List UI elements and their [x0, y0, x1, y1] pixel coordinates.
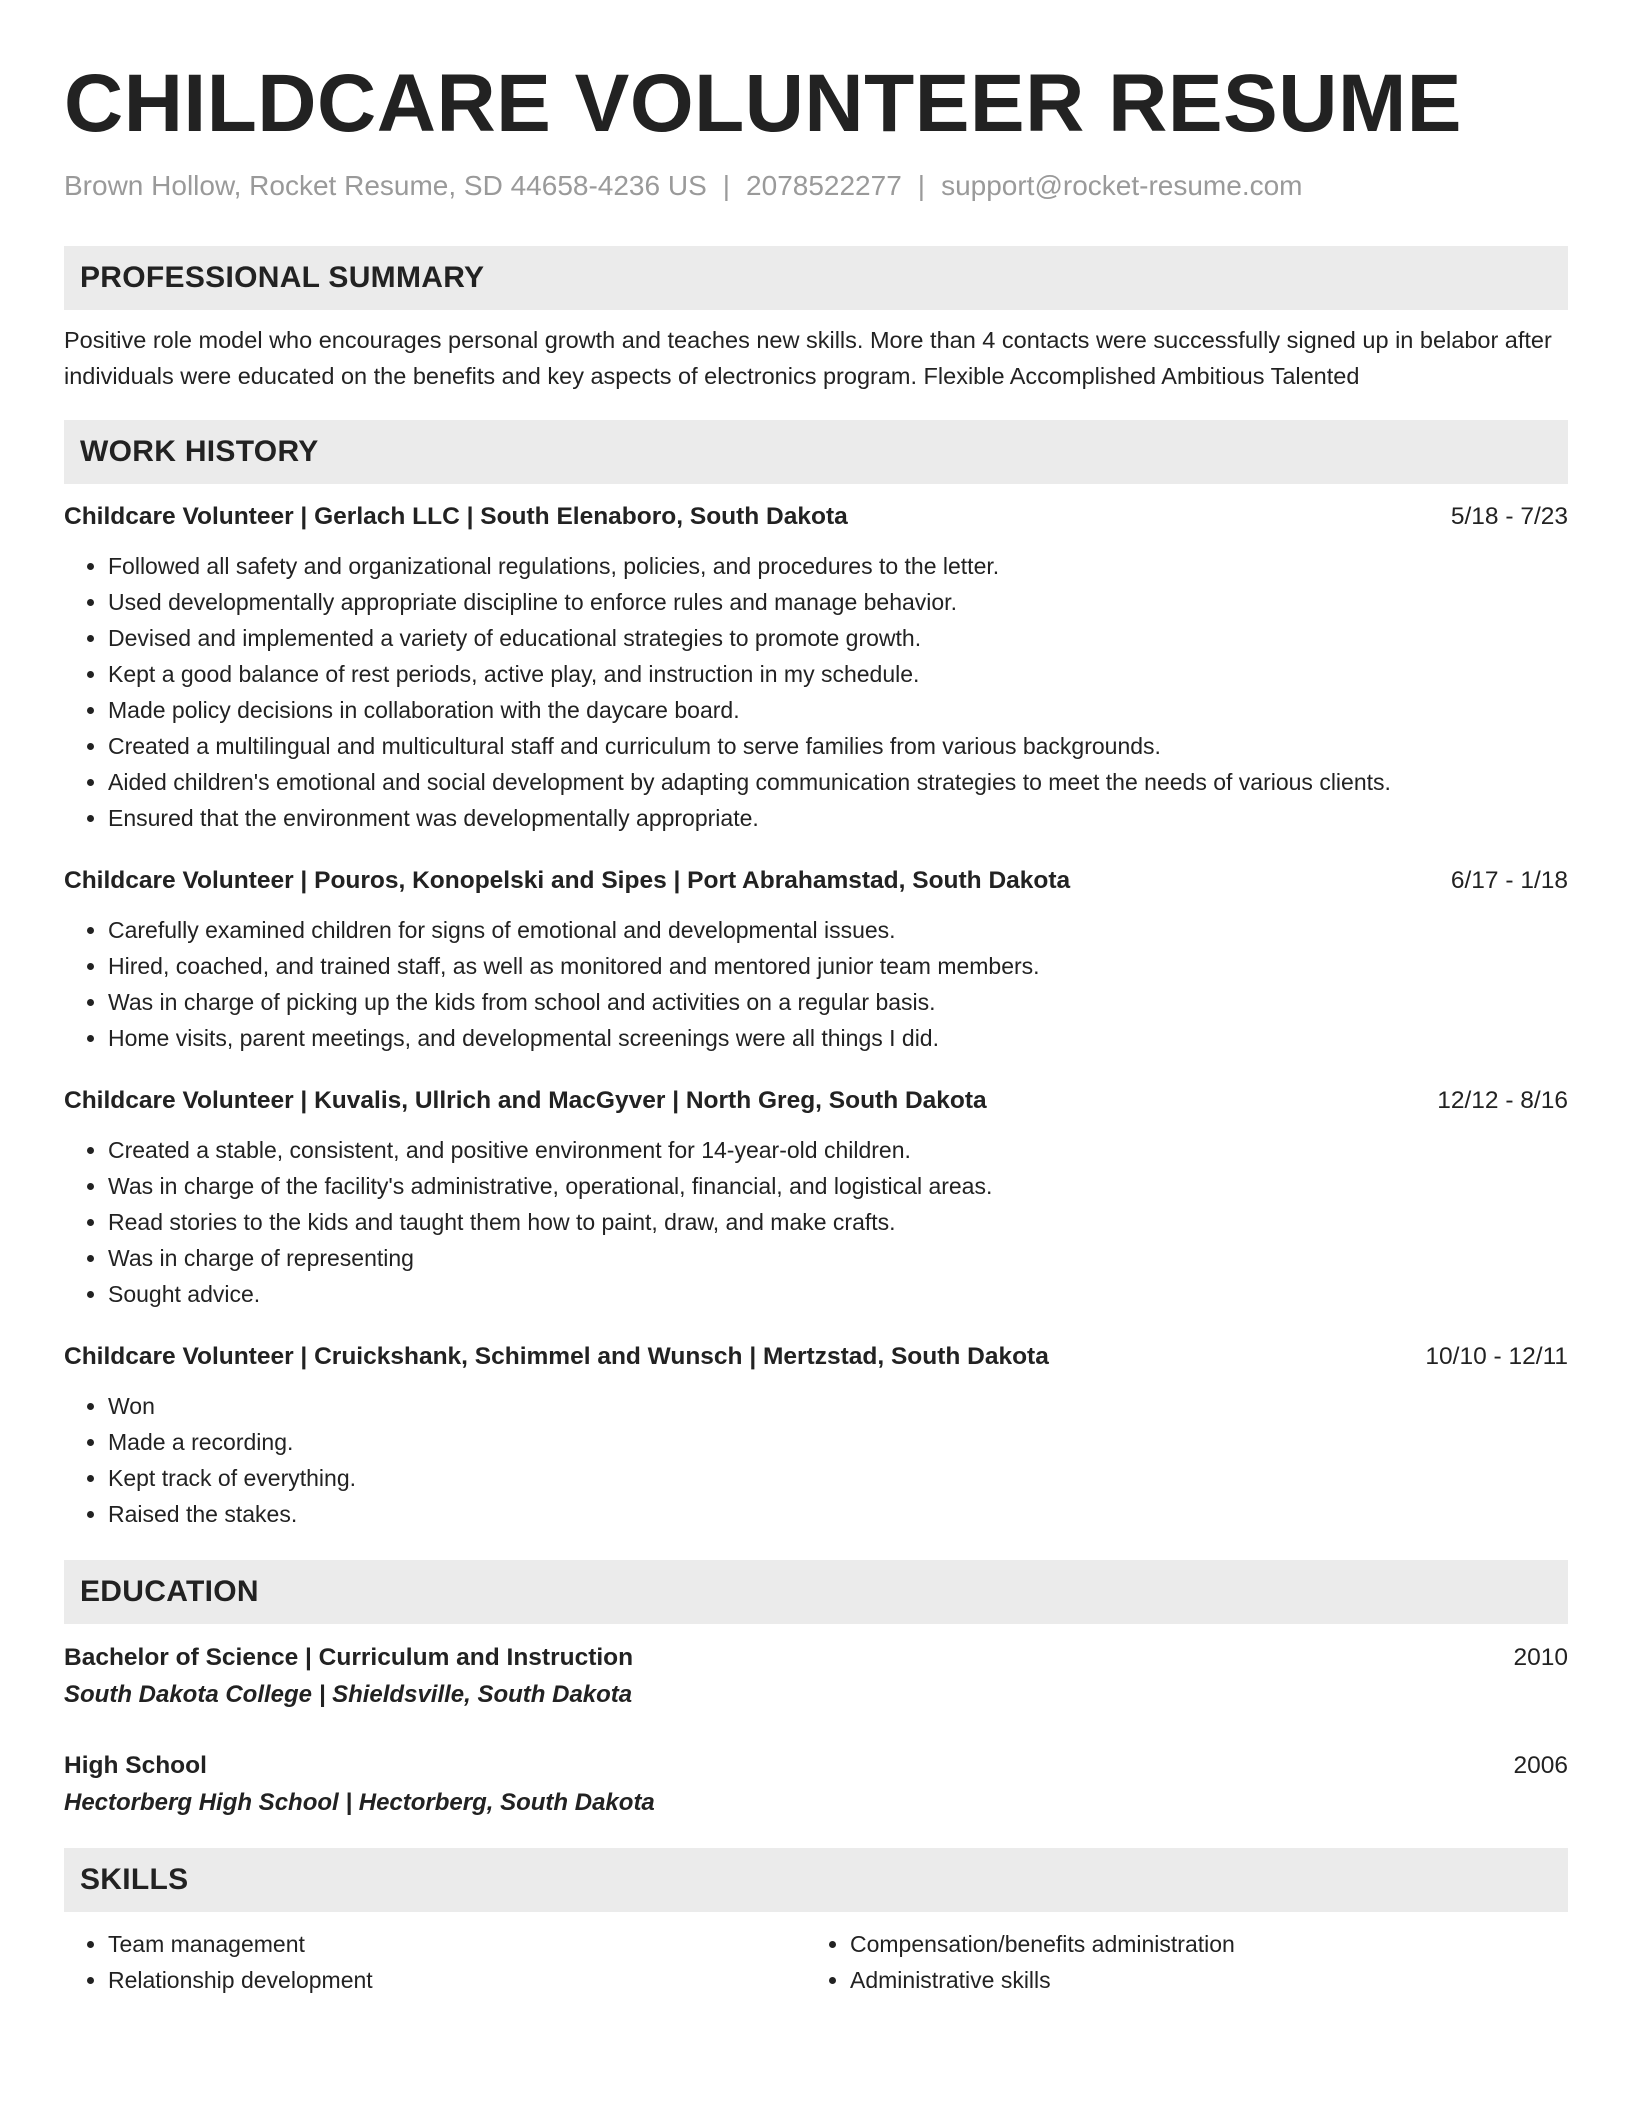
job-title: Childcare Volunteer | Cruickshank, Schimmel and Wunsch | Mertzstad, South Dakota	[64, 1343, 1049, 1370]
job-bullet: • Was in charge of representing	[108, 1240, 1568, 1276]
section-heading-skills: SKILLS	[64, 1848, 1568, 1912]
job-bullet: • Used developmentally appropriate discipline to enforce rules and manage behavior.	[108, 584, 1568, 620]
education-school: Hectorberg High School | Hectorberg, South Dakota	[64, 1789, 655, 1816]
job-bullet: • Made a recording.	[108, 1424, 1568, 1460]
job-entry	[64, 1340, 1568, 1532]
education-school: South Dakota College | Shieldsville, South Dakota	[64, 1681, 633, 1708]
skill-item: • Relationship development	[108, 1962, 806, 1998]
job-header	[64, 500, 1568, 534]
job-entry	[64, 1084, 1568, 1312]
job-bullets	[64, 912, 1568, 1056]
contact-phone: 2078522277	[746, 170, 902, 201]
skills-list	[64, 1926, 1568, 1998]
education-degree: Bachelor of Science | Curriculum and Instruction	[64, 1644, 634, 1671]
skills-column-left	[64, 1926, 806, 1998]
skill-item: • Team management	[108, 1926, 806, 1962]
job-title: Childcare Volunteer | Gerlach LLC | South Elenaboro, South Dakota	[64, 503, 848, 530]
skills-bullets	[806, 1926, 1548, 1998]
job-bullet: • Home visits, parent meetings, and developmental screenings were all things I did.	[108, 1020, 1568, 1056]
education-header	[64, 1640, 1568, 1676]
job-bullet: • Aided children's emotional and social development by adapting communication strategies to meet the needs of various clients.	[108, 764, 1568, 800]
job-bullet: • Raised the stakes.	[108, 1496, 1568, 1532]
job-bullet: • Ensured that the environment was developmentally appropriate.	[108, 800, 1568, 836]
job-bullet: • Created a stable, consistent, and positive environment for 14-year-old children.	[108, 1132, 1568, 1168]
skills-bullets	[64, 1926, 806, 1998]
contact-address: Brown Hollow, Rocket Resume, SD 44658-4236 US	[64, 170, 707, 201]
resume-title: CHILDCARE VOLUNTEER RESUME	[64, 58, 1462, 149]
summary-text: Positive role model who encourages personal growth and teaches new skills. More than 4 contacts were successfully signed up in belabor after individuals were educated on the benefits and key aspects of electronics program. Flexible Accomplished Ambitious Talented	[64, 327, 1552, 389]
job-bullets	[64, 1388, 1568, 1532]
skill-item: • Administrative skills	[850, 1962, 1548, 1998]
contact-email: support@rocket-resume.com	[941, 170, 1303, 201]
education-entry	[64, 1640, 1568, 1714]
job-dates: 10/10 - 12/11	[1425, 1343, 1568, 1370]
job-bullet: • Hired, coached, and trained staff, as well as monitored and mentored junior team members.	[108, 948, 1568, 984]
job-bullet: • Kept a good balance of rest periods, active play, and instruction in my schedule.	[108, 656, 1568, 692]
job-title: Childcare Volunteer | Pouros, Konopelski and Sipes | Port Abrahamstad, South Dakota	[64, 867, 1071, 894]
section-heading-education: EDUCATION	[64, 1560, 1568, 1624]
job-header	[64, 1084, 1568, 1118]
job-bullet: • Sought advice.	[108, 1276, 1568, 1312]
contact-separator: |	[917, 170, 926, 201]
contact-separator: |	[722, 170, 731, 201]
job-bullets	[64, 548, 1568, 836]
job-bullet: • Created a multilingual and multicultural staff and curriculum to serve families from various backgrounds.	[108, 728, 1568, 764]
job-bullet: • Devised and implemented a variety of educational strategies to promote growth.	[108, 620, 1568, 656]
job-bullet: • Was in charge of the facility's administrative, operational, financial, and logistical areas.	[108, 1168, 1568, 1204]
section-heading-work-history: WORK HISTORY	[64, 420, 1568, 484]
job-bullet: • Followed all safety and organizational regulations, policies, and procedures to the letter.	[108, 548, 1568, 584]
job-bullets	[64, 1132, 1568, 1312]
education-year: 2006	[1513, 1752, 1568, 1779]
job-bullet: • Was in charge of picking up the kids from school and activities on a regular basis.	[108, 984, 1568, 1020]
education-header	[64, 1748, 1568, 1784]
education-degree: High School	[64, 1752, 207, 1779]
education-year: 2010	[1513, 1644, 1568, 1671]
job-dates: 5/18 - 7/23	[1450, 503, 1568, 530]
job-entry	[64, 500, 1568, 836]
job-dates: 6/17 - 1/18	[1450, 867, 1568, 894]
job-bullet: • Won	[108, 1388, 1568, 1424]
education-entry	[64, 1748, 1568, 1822]
job-title: Childcare Volunteer | Kuvalis, Ullrich and MacGyver | North Greg, South Dakota	[64, 1087, 987, 1114]
job-entry	[64, 864, 1568, 1056]
skills-column-right	[806, 1926, 1548, 1998]
job-bullet: • Kept track of everything.	[108, 1460, 1568, 1496]
job-header	[64, 1340, 1568, 1374]
section-heading-summary: PROFESSIONAL SUMMARY	[64, 246, 1568, 310]
job-dates: 12/12 - 8/16	[1437, 1087, 1568, 1114]
job-bullet: • Carefully examined children for signs of emotional and developmental issues.	[108, 912, 1568, 948]
job-bullet: • Read stories to the kids and taught them how to paint, draw, and make crafts.	[108, 1204, 1568, 1240]
job-header	[64, 864, 1568, 898]
resume-page	[64, 0, 1568, 1998]
contact-line	[64, 168, 1568, 204]
job-bullet: • Made policy decisions in collaboration with the daycare board.	[108, 692, 1568, 728]
skill-item: • Compensation/benefits administration	[850, 1926, 1548, 1962]
